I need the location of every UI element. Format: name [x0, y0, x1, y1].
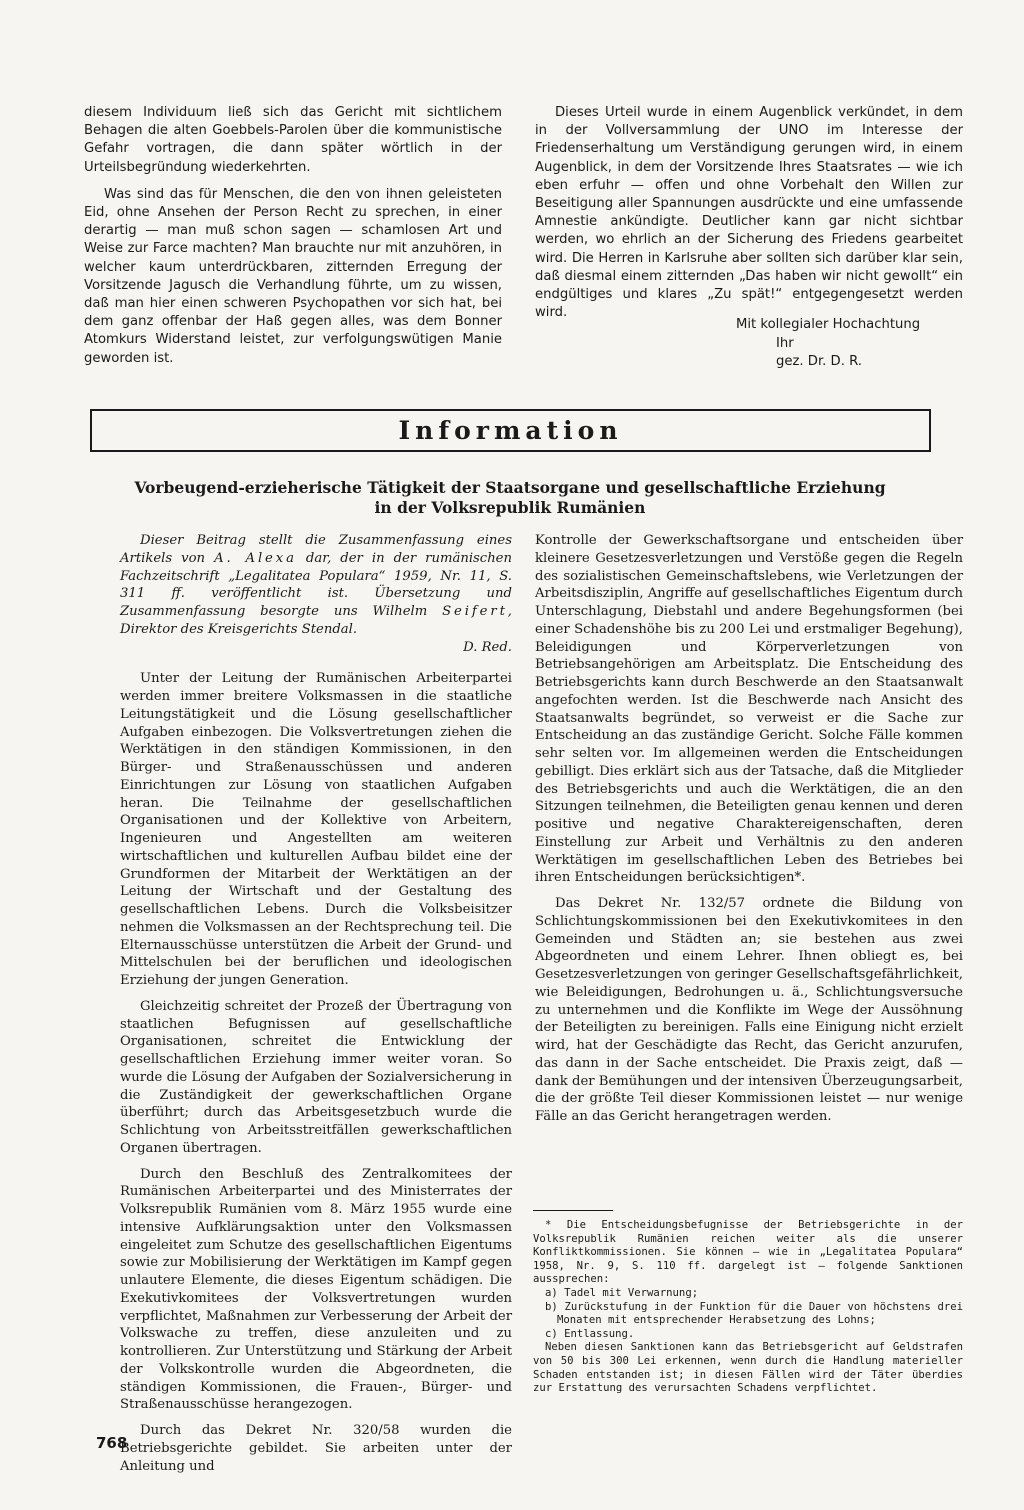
article-paragraph: Kontrolle der Gewerkschaftsorgane und entscheiden über kleinere Gesetzesverletzungen und Verstöße gegen die Regeln des sozialistischen Gemeinschaftslebens, wie Verletzungen der Arbeitsdisziplin, Angriffe auf gesellschaftliches Eigentum durch Unterschlagung, Diebstahl und andere Begehungsformen (bei einer Schadenshöhe bis zu 200 Lei und erstmaliger Begehung), Beleidigungen und Körperverletzungen von Betriebsangehörigen am Arbeitsplatz. Die Entscheidung des Betriebsgerichts kann durch Beschwerde an den Staatsanwalt angefochten werden. Ist die Beschwerde nach Ansicht des Staatsanwalts begründet, so verweist er die Sache zur Entscheidung an das zuständige Gericht. Solche Fälle kommen sehr selten vor. Im allgemeinen werden die Entscheidungen gebilligt. Dies erklärt sich aus der Tatsache, daß die Mitglieder des Betriebsgerichts und auch die Werktätigen, die an den Sitzungen teilnehmen, die Beteiligten genau kennen und deren positive und negative Charaktereigenschaften, deren Einstellung zur Arbeit und Verhältnis zu den anderen Werktätigen im gesellschaftlichen Leben des Betriebes bei ihren Entscheidungen berücksichtigen*. [535, 533, 963, 886]
editor-signature: D. Red. [463, 639, 512, 655]
letter-paragraph: diesem Individuum ließ sich das Gericht mit sichtlichem Behagen die alten Goebbels-Parolen über die kommunistische Gefahr vortragen, die dann später wörtlich in der Urteilsbegründung wiederkehrten. [84, 105, 502, 175]
closing-signature: gez. Dr. D. R. [776, 354, 862, 369]
intro-translator: Seifert [442, 604, 508, 619]
closing-salutation: Mit kollegialer Hochachtung [736, 317, 921, 332]
page-number: 768 [96, 1434, 128, 1452]
letter-left-column [84, 104, 502, 368]
headline-line-1: Vorbeugend-erzieherische Tätigkeit der Staatsorgane und gesellschaftliche Erziehung [134, 478, 886, 497]
article-paragraph: Durch das Dekret Nr. 320/58 wurden die Betriebsgerichte gebildet. Sie arbeiten unter der Anleitung und [120, 1423, 512, 1474]
letter-closing [736, 316, 920, 372]
section-header-box [90, 409, 931, 452]
article-headline [120, 478, 900, 518]
footnote-tail: Neben diesen Sanktionen kann das Betriebsgericht auf Geldstrafen von 50 bis 300 Lei erkennen, wenn durch die Handlung materieller Schaden entstanden ist; in diesen Fällen wird der Täter überdies zur Erstattung des verursachten Schadens verpflichtet. [533, 1341, 963, 1395]
article-left-column [120, 532, 512, 1475]
article-right-column [535, 532, 963, 1126]
footnote-item-c: c) Entlassung. [545, 1327, 635, 1340]
headline-line-2: in der Volksrepublik Rumänien [374, 498, 646, 517]
section-title: Information [398, 416, 623, 445]
intro-text: Dieser Beitrag stellt die Zusammenfassung eines Artikels von A. Alexa dar, der in der rumänischen Fachzeitschrift „Legalitatea Populara“ 1959, Nr. 11, S. 311 ff. veröffentlicht ist. Übersetzung und Zusammenfassung besorgte uns Wilhelm Seifert, Direktor des Kreisgerichts Stendal. [120, 533, 512, 637]
footnote-text: * Die Entscheidungsbefugnisse der Betriebsgerichte in der Volksrepublik Rumänien reichen weiter als die unserer Konfliktkommissionen. Sie können — wie in „Legalitatea Populara“ 1958, Nr. 9, S. 110 ff. dargelegt ist — folgende Sanktionen aussprechen: [533, 1219, 963, 1286]
footnote [533, 1210, 963, 1396]
article-paragraph: Gleichzeitig schreitet der Prozeß der Übertragung von staatlichen Befugnissen auf gesellschaftliche Organisationen, schreitet die Entwicklung der gesellschaftlichen Erziehung immer weiter voran. So wurde die Lösung der Aufgaben der Sozialversicherung in die Zuständigkeit der gewerkschaftlichen Organe überführt; durch das Arbeitsgesetzbuch wurde die Schlichtung von Arbeitsstreitfällen gewerkschaftlichen Organen übertragen. [120, 998, 512, 1156]
article-paragraph: Durch den Beschluß des Zentralkomitees der Rumänischen Arbeiterpartei und des Ministerrates der Volksrepublik Rumänien vom 8. März 1955 wurde eine intensive Aufklärungsaktion unter den Volksmassen eingeleitet zum Schutze des gesellschaftlichen Eigentums sowie zur Mobilisierung der Werktätigen im Kampf gegen unlautere Elemente, die dieses Eigentum schädigen. Die Exekutivkomitees der Volksvertretungen wurden verpflichtet, Maßnahmen zur Verbesserung der Arbeit der Volkswache zu treffen, diese anzuleiten und zu kontrollieren. Zur Unterstützung und Stärkung der Arbeit der Volkskontrolle wurden die Abgeordneten, die ständigen Kommissionen, die Frauen-, Bürger- und Straßenausschüsse herangezogen. [120, 1166, 512, 1413]
letter-right-column [535, 104, 963, 322]
letter-paragraph: Dieses Urteil wurde in einem Augenblick verkündet, in dem in der Vollversammlung der UNO im Interesse der Friedenserhaltung um Verständigung gerungen wird, in einem Augenblick, in dem der Vorsitzende Ihres Staatsrates — wie ich eben erfuhr — offen und ohne Vorbehalt den Willen zur Beseitigung aller Spannungen ausdrückte und eine umfassende Amnestie ankündigte. Deutlicher kann gar nicht sichtbar werden, wo ehrlich an der Sicherung des Friedens gearbeitet wird. Die Herren in Karlsruhe aber sollten sich darüber klar sein, daß diesmal einem zitternden „Das haben wir nicht gewollt“ ein endgültiges und klares „Zu spät!“ entgegengesetzt werden wird. [535, 105, 963, 321]
article-paragraph: Unter der Leitung der Rumänischen Arbeiterpartei werden immer breitere Volksmassen in die staatliche Leitungstätigkeit und die Lösung gesellschaftlicher Aufgaben einbezogen. Die Volksvertretungen ziehen die Werktätigen in den ständigen Kommissionen, in den Bürger- und Straßenausschüssen und anderen Einrichtungen zur Lösung von staatlichen Aufgaben heran. Die Teilnahme der gesellschaftlichen Organisationen und der Kollektive von Arbeitern, Ingenieuren und Angestellten am weiteren wirtschaftlichen und kulturellen Aufbau bildet eine der Grundformen der Mitarbeit der Werktätigen an der Leitung der Wirtschaft und der Gestaltung des gesellschaftlichen Lebens. Durch die Volksbeisitzer nehmen die Volksmassen an der Rechtsprechung teil. Die Elternausschüsse unterstützen die Arbeit der Grund- und Mittelschulen bei der beruflichen und ideologischen Erziehung der jungen Generation. [120, 671, 512, 988]
article-paragraph: Das Dekret Nr. 132/57 ordnete die Bildung von Schlichtungskommissionen bei den Exekutivkomitees in den Gemeinden und Städten an; sie bestehen aus zwei Abgeordneten und einem Lehrer. Ihnen obliegt es, bei Gesetzesverletzungen von geringer Gesellschaftsgefährlichkeit, wie Beleidigungen, Bedrohungen u. ä., Schlichtungsversuche zu unternehmen und die Konflikte im Wege der Aussöhnung der Beteiligten zu bereinigen. Falls eine Einigung nicht erzielt wird, hat der Geschädigte das Recht, das Gericht anzurufen, das dann in der Sache entscheidet. Die Praxis zeigt, daß — dank der Bemühungen und der intensiven Überzeugungsarbeit, die der größte Teil dieser Kommissionen leistet — nur wenige Fälle an das Gericht herangetragen werden. [535, 896, 963, 1124]
letter-paragraph: Was sind das für Menschen, die den von ihnen geleisteten Eid, ohne Ansehen der Person Recht zu sprechen, in einer derartig — man muß schon sagen — schamlosen Art und Weise zur Farce machten? Man brauchte nur mit anzuhören, in welcher kaum unterdrückbaren, zitternden Erregung der Vorsitzende Jagusch die Verhandlung führte, um zu wissen, daß man hier einen schweren Psychopathen vor sich hat, bei dem ganz offenbar der Haß gegen alles, was dem Bonner Atomkurs Widerstand leistet, zur verfolgungswütigen Manie geworden ist. [84, 186, 502, 366]
footnote-item-b: b) Zurückstufung in der Funktion für die Dauer von höchstens drei Monaten mit entsprechender Herabsetzung des Lohns; [545, 1300, 963, 1327]
intro-author: A. Alexa [214, 550, 297, 566]
footnote-rule [533, 1210, 613, 1211]
closing-ihr: Ihr [776, 335, 794, 351]
article-intro [120, 532, 512, 656]
footnote-item-a: a) Tadel mit Verwarnung; [545, 1286, 699, 1299]
